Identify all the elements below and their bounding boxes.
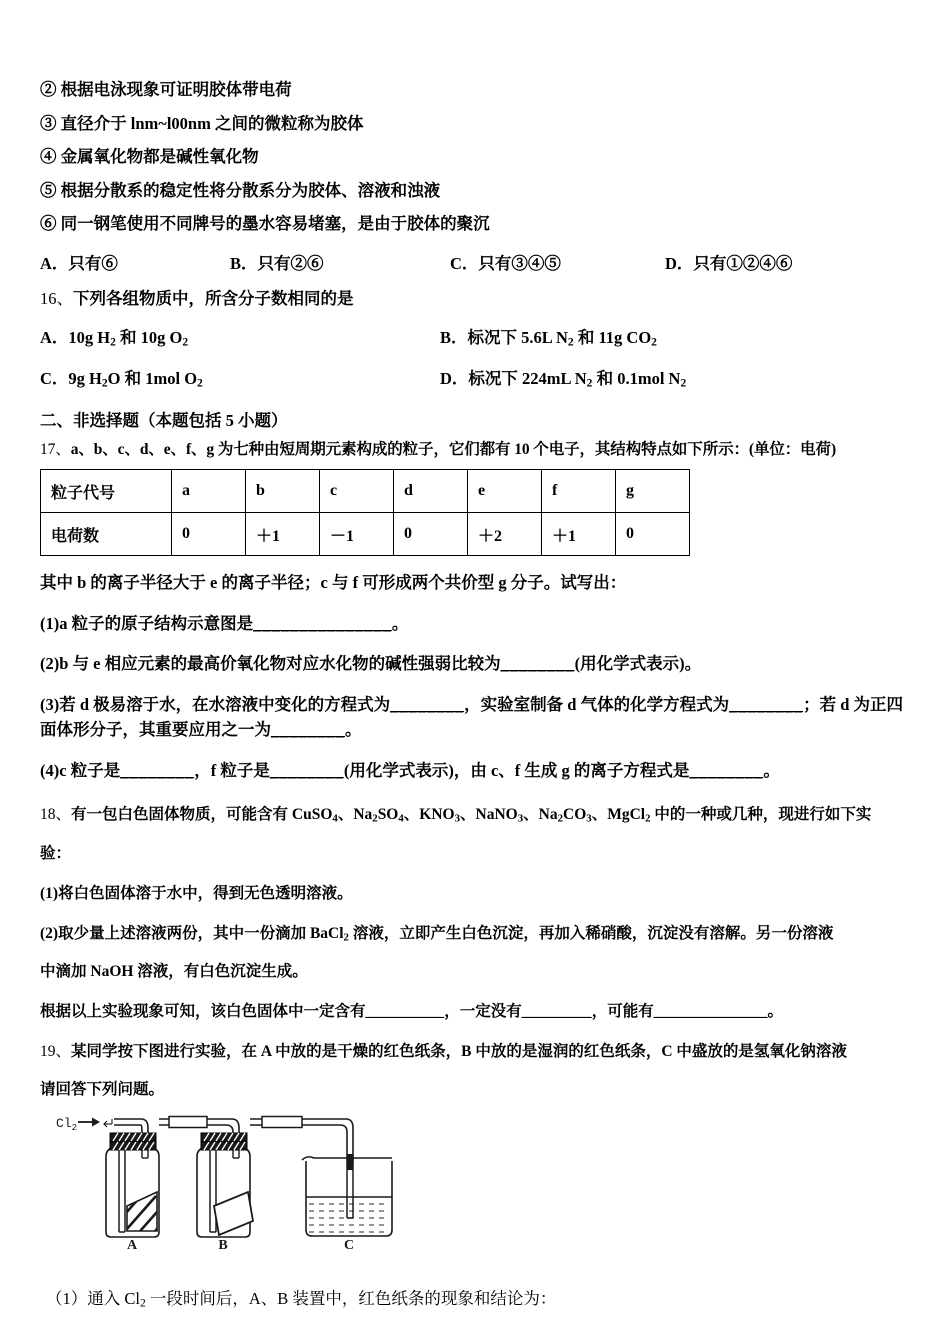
table-row-charges bbox=[41, 513, 690, 556]
q18-number: 18、 bbox=[40, 806, 72, 824]
q17-stem-text: a、b、c、d、e、f、g 为七种由短周期元素构成的粒子，它们都有 10 个电子，其结构特点如下所示：(单位：电荷) bbox=[70, 441, 837, 459]
beaker-c bbox=[302, 1154, 392, 1236]
q18-sub-2-line-1 bbox=[40, 922, 915, 946]
q17-sub4-blank-2[interactable]: ________ bbox=[269, 760, 344, 780]
q17-stem bbox=[40, 437, 915, 459]
q18-concl-blank-1[interactable]: _________ bbox=[365, 1002, 445, 1020]
q18-concl-blank-3[interactable]: _____________ bbox=[653, 1002, 768, 1020]
q19-number: 19、 bbox=[40, 1042, 72, 1060]
q17-sub-3 bbox=[40, 692, 915, 743]
particles-table bbox=[40, 469, 690, 556]
q18-concl-end: 。 bbox=[767, 1002, 784, 1020]
rubber-connector-2 bbox=[262, 1116, 302, 1127]
q18-sub2-text-a: (2)取少量上述溶液两份，其中一份滴加 BaCl$_2$ 溶液，立即产生白色沉淀，再加入稀硝酸，沉淀没有溶解。另一份溶液 bbox=[40, 924, 834, 944]
q16-number: 16、 bbox=[40, 288, 73, 308]
q15-statement-5: ⑤ 根据分散系的稳定性将分散系分为胶体、溶液和浊液 bbox=[40, 180, 441, 200]
q19-sub-1: （1）通入 $Cl_2$ 一段时间后，A、B 装置中，红色纸条的现象和结论为： bbox=[46, 1288, 557, 1310]
q15-option-c[interactable]: C．只有③④⑤ bbox=[450, 253, 561, 273]
q16-option-c[interactable]: C．9g $H_2O$ 和 1mol $O_2$ bbox=[40, 368, 203, 390]
q19-stem-text-a: 某同学按下图进行实验，在 A 中放的是干燥的红色纸条，B 中放的是湿润的红色纸条，C 中盛放的是氢氧化钠溶液 bbox=[71, 1042, 847, 1060]
q18-concl-part-a: 根据以上实验现象可知，该白色固体中一定含有 bbox=[40, 1002, 366, 1020]
table-cell-symbol-g: g bbox=[616, 470, 690, 513]
q17-sub-2 bbox=[40, 651, 915, 677]
q18-concl-part-c: ，可能有 bbox=[591, 1002, 654, 1020]
q19-stem-line-2: 请回答下列问题。 bbox=[40, 1080, 165, 1098]
q15-statement-2: ② 根据电泳现象可证明胶体带电荷 bbox=[40, 80, 292, 99]
q16-options-row-1 bbox=[40, 324, 915, 349]
q17-sub4-blank-1[interactable]: ________ bbox=[120, 760, 195, 780]
q17-sub2-blank[interactable]: ________ bbox=[500, 654, 575, 674]
apparatus-figure bbox=[56, 1114, 406, 1249]
table-header-charge: 电荷数 bbox=[41, 513, 172, 556]
q18-stem-line-2: 验： bbox=[40, 844, 72, 862]
table-cell-symbol-d: d bbox=[394, 470, 468, 513]
gas-bottle-a bbox=[106, 1133, 172, 1246]
q18-stem-line-1 bbox=[40, 803, 915, 827]
table-cell-charge-g: 0 bbox=[616, 513, 690, 556]
bottle-b-label: B bbox=[218, 1237, 228, 1249]
tube-collar bbox=[347, 1154, 353, 1170]
q17-sub3-blank-1[interactable]: ________ bbox=[390, 694, 465, 714]
q17-sub4-part-b: ，f 粒子是 bbox=[194, 760, 270, 780]
table-cell-symbol-a: a bbox=[172, 470, 246, 513]
q17-sub4-end: 。 bbox=[763, 760, 780, 780]
q18-conclusion bbox=[40, 1000, 915, 1024]
q16-stem-text: 下列各组物质中，所含分子数相同的是 bbox=[73, 288, 354, 308]
q17-sub4-blank-3[interactable]: ________ bbox=[689, 760, 764, 780]
q17-sub3-part-a: (3)若 d 极易溶于水，在水溶液中变化的方程式为 bbox=[40, 694, 391, 714]
q17-sub1-blank[interactable]: _______________ bbox=[253, 613, 392, 633]
q17-sub-4 bbox=[40, 758, 915, 784]
q18-concl-blank-2[interactable]: ________ bbox=[521, 1002, 592, 1020]
beaker-c-label: C bbox=[343, 1237, 355, 1249]
q16-options-row-2 bbox=[40, 365, 915, 390]
q17-sub4-part-a: (4)c 粒子是 bbox=[40, 760, 121, 780]
table-cell-charge-c: －1 bbox=[320, 513, 394, 556]
q17-number: 17、 bbox=[40, 441, 71, 459]
q17-sub1-end: 。 bbox=[391, 613, 409, 633]
q17-sub1-text: (1)a 粒子的原子结构示意图是 bbox=[40, 613, 254, 633]
q16-option-d[interactable]: D．标况下 224mL $N_2$ 和 0.1mol $N_2$ bbox=[440, 368, 687, 390]
q17-sub3-part-b: ，实验室制备 d 气体的化学方程式为 bbox=[464, 694, 730, 714]
q18-sub-1: (1)将白色固体溶于水中，得到无色透明溶液。 bbox=[40, 884, 353, 902]
q15-options-row bbox=[40, 250, 915, 274]
q17-sub3-end: 。 bbox=[345, 720, 362, 740]
gas-inlet-label: $Cl_2$ bbox=[56, 1115, 78, 1133]
q15-statement-4: ④ 金属氧化物都是碱性氧化物 bbox=[40, 147, 259, 166]
bottle-a-label: A bbox=[126, 1237, 138, 1249]
table-cell-charge-e: ＋2 bbox=[468, 513, 542, 556]
q17-sub3-part-c: ；若 d 为正四 bbox=[803, 694, 904, 714]
q16-option-a[interactable]: A．10g $H_2$ 和 10g $O_2$ bbox=[40, 328, 189, 349]
table-cell-symbol-c: c bbox=[320, 470, 394, 513]
table-cell-charge-f: ＋1 bbox=[542, 513, 616, 556]
q16-option-b[interactable]: B．标况下 5.6L $N_2$ 和 11g $CO_2$ bbox=[440, 328, 657, 349]
rubber-connector-1 bbox=[169, 1116, 207, 1127]
table-cell-charge-b: ＋1 bbox=[246, 513, 320, 556]
q19-stem-line-1 bbox=[40, 1040, 915, 1064]
gas-bottle-b bbox=[197, 1133, 253, 1237]
q15-statement-3: ③ 直径介于 lnm~l00nm 之间的微粒称为胶体 bbox=[40, 113, 364, 133]
table-cell-symbol-f: f bbox=[542, 470, 616, 513]
q17-sub2-text: (2)b 与 e 相应元素的最高价氧化物对应水化物的碱性强弱比较为 bbox=[40, 654, 501, 674]
q18-concl-part-b: ，一定没有 bbox=[444, 1002, 522, 1020]
gas-inlet-arrowhead bbox=[92, 1117, 100, 1126]
q17-sub-1 bbox=[40, 611, 915, 637]
section-2-heading: 二、非选择题（本题包括 5 小题） bbox=[40, 411, 288, 431]
table-cell-charge-a: 0 bbox=[172, 513, 246, 556]
q17-sub3-blank-3[interactable]: ________ bbox=[271, 720, 345, 740]
q17-sub3-blank-2[interactable]: ________ bbox=[729, 694, 804, 714]
table-row-symbols bbox=[41, 470, 690, 513]
q18-sub-2-line-2: 中滴加 NaOH 溶液，有白色沉淀生成。 bbox=[40, 962, 308, 980]
q17-sub3-part-d: 面体形分子，其重要应用之一为 bbox=[40, 720, 271, 740]
q15-option-a[interactable]: A．只有⑥ bbox=[40, 253, 118, 273]
q17-note: 其中 b 的离子半径大于 e 的离子半径；c 与 f 可形成两个共价型 g 分子。试写出： bbox=[40, 573, 627, 593]
q15-statement-6: ⑥ 同一钢笔使用不同牌号的墨水容易堵塞，是由于胶体的聚沉 bbox=[40, 214, 490, 233]
page-content bbox=[40, 82, 915, 1309]
table-cell-symbol-e: e bbox=[468, 470, 542, 513]
table-cell-symbol-b: b bbox=[246, 470, 320, 513]
q15-option-b[interactable]: B．只有②⑥ bbox=[230, 253, 324, 273]
q18-stem-text-a: 有一包白色固体物质，可能含有 CuSO$_4$、$Na_2SO_4$、$KNO_3$、NaNO$_3$、$Na_2CO_3$、MgCl$_2$ 中的一种或几种，现进行如下实 bbox=[71, 806, 872, 825]
table-cell-charge-d: 0 bbox=[394, 513, 468, 556]
q17-sub4-part-c: (用化学式表示)，由 c、f 生成 g 的离子方程式是 bbox=[343, 760, 690, 780]
q15-option-d[interactable]: D．只有①②④⑥ bbox=[665, 253, 793, 273]
q17-sub2-end: (用化学式表示)。 bbox=[574, 654, 702, 674]
q16-stem bbox=[40, 288, 915, 308]
return-glyph bbox=[104, 1119, 112, 1127]
table-header-label: 粒子代号 bbox=[41, 470, 172, 513]
